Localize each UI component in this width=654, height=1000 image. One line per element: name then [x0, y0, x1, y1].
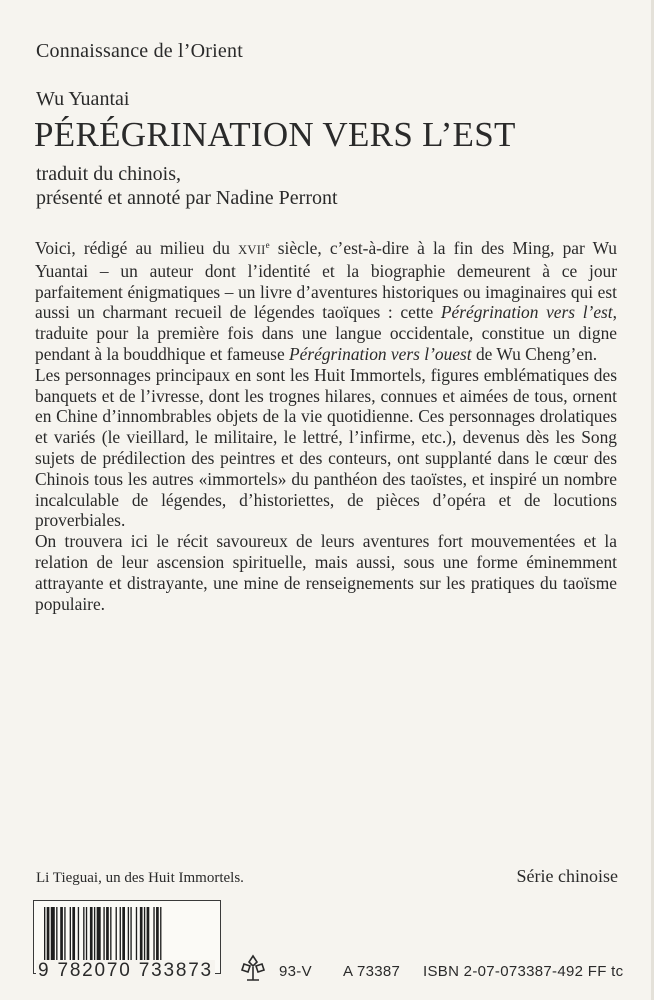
- blurb-paragraph-2: Les personnages principaux en sont les Huit Immortels, figures emblématiques des banquets et de l’ivresse, dont les trognes hilares, connues et aimées de tous, ornent en Chine d’innombrables objets de la vie quotidienne. Ces personnages drolatiques et variés (le vieillard, le militaire, le lettré, l’infirme, etc.), devenus dès les Song sujets de prédilection des peintres et des conteurs, ont supplanté dans le cœur des Chinois tous les autres «immortels» du panthéon des taoïstes, et inspiré un nombre incalculable de légendes, d’historiettes, de pièces d’opéra et de locutions proverbiales.: [35, 364, 617, 531]
- author-name: Wu Yuantai: [36, 88, 130, 110]
- barcode-digits: 9 782070 733873: [38, 960, 213, 981]
- blurb-p1-text-c: , traduite pour la première fois dans une langue occidentale, constitue un digne pendant à la bouddhique et fameuse: [35, 302, 617, 364]
- blurb-p1-text-a: Voici, rédigé au milieu du: [35, 238, 239, 258]
- isbn: ISBN 2-07-073387-4: [423, 963, 566, 980]
- century-numeral: XVII: [238, 243, 266, 257]
- back-cover-blurb: [35, 235, 617, 614]
- publisher-logo-icon: [240, 954, 266, 987]
- title-east: Pérégrination vers l’est: [440, 302, 613, 323]
- credit-line-2: présenté et annoté par Nadine Perront: [36, 187, 338, 209]
- translator-credit: [36, 162, 338, 210]
- blurb-paragraph-1: [35, 235, 617, 365]
- price: 92 FF tc: [566, 963, 624, 980]
- collection-name: Connaissance de l’Orient: [36, 40, 243, 62]
- book-title: PÉRÉGRINATION VERS L’EST: [34, 115, 516, 154]
- blurb-p1-text-b: siècle, c’est-à-dire à la fin des Ming, par Wu Yuantai – un auteur dont l’identité et la biographie demeurent à ce jour parfaitement énigmatiques – un livre d’aventures historiques ou imaginaires qui est aussi un charmant recueil de légendes taoïques : cette: [35, 238, 617, 323]
- collection-code: 93-V: [279, 963, 312, 980]
- credit-line-1: traduit du chinois,: [36, 163, 181, 185]
- image-caption: Li Tieguai, un des Huit Immortels.: [36, 870, 244, 886]
- title-west: Pérégrination vers l’ouest: [289, 343, 472, 364]
- reference-number: A 73387: [343, 963, 401, 980]
- century-superscript: e: [265, 240, 270, 250]
- series-label: Série chinoise: [516, 866, 618, 886]
- blurb-paragraph-3: On trouvera ici le récit savoureux de leurs aventures fort mouvementées et la relation de leur ascension spirituelle, mais aussi, sous une forme éminemment attrayante et distrayante, une mine de renseignements sur les pratiques du taoïsme populaire.: [35, 531, 617, 614]
- blurb-p1-text-d: de Wu Cheng’en.: [471, 343, 598, 364]
